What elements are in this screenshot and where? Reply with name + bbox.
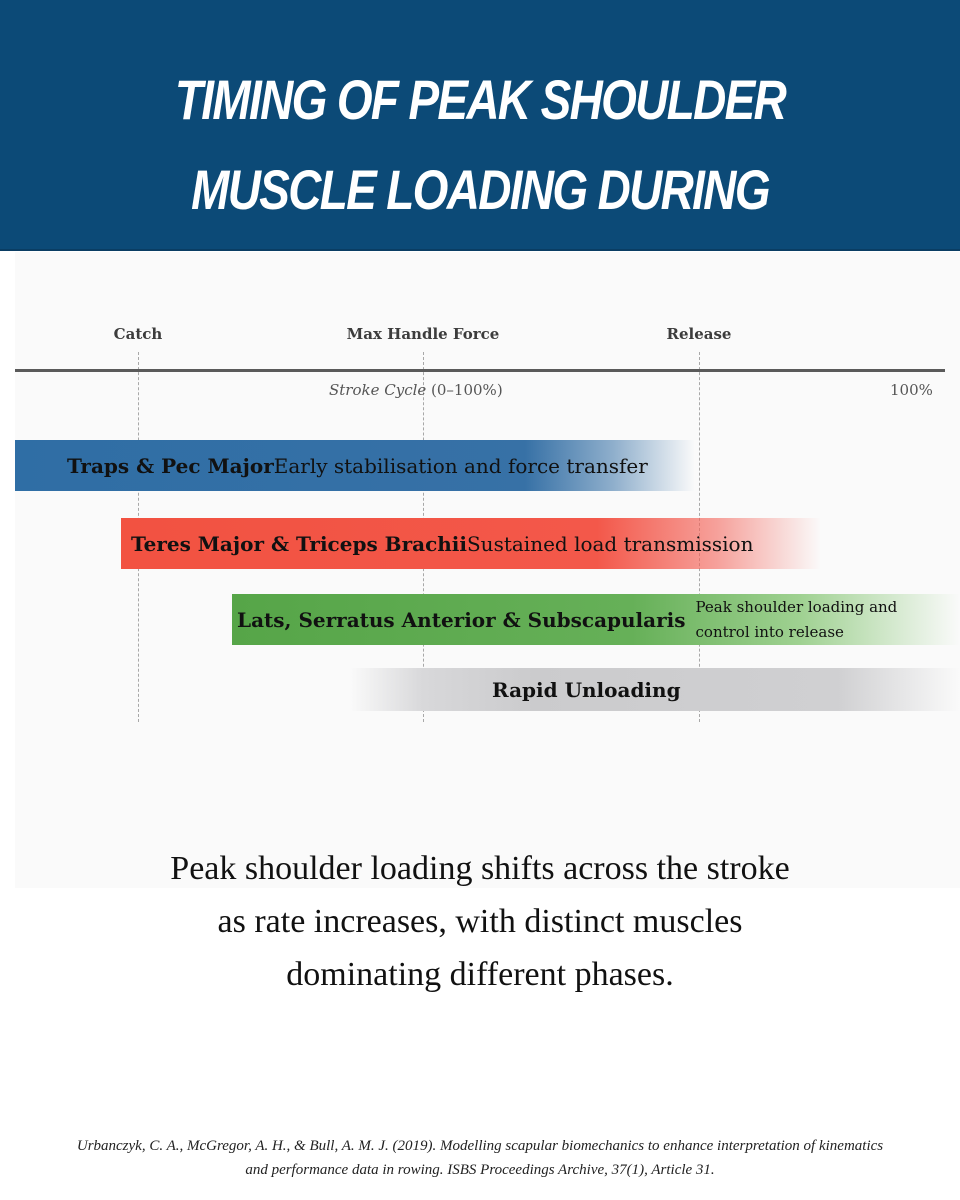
takeaway-line-2: as rate increases, with distinct muscles: [217, 903, 743, 940]
bar-muscles-label: Traps & Pec Major: [67, 453, 274, 478]
marker-label-catch: Catch: [113, 325, 163, 343]
title-line-1: TIMING OF PEAK SHOULDER MUSCLE LOADING DURING: [174, 68, 786, 221]
marker-label-release: Release: [666, 325, 732, 343]
takeaway-text: [0, 842, 960, 1001]
bar-muscles-label: Lats, Serratus Anterior & Subscapularis: [237, 607, 686, 632]
bar-description: Sustained load transmission: [466, 531, 754, 556]
bar-muscles-label: Teres Major & Triceps Brachii: [131, 531, 467, 556]
stroke-cycle-axis: [15, 369, 945, 372]
marker-label-max-handle-force: Max Handle Force: [346, 325, 500, 343]
citation-line-2: and performance data in rowing. ISBS Proceedings Archive, 37(1), Article 31.: [245, 1162, 715, 1178]
timeline-panel: [15, 252, 960, 888]
bar-teres-major-triceps: [121, 518, 821, 569]
axis-label: [329, 381, 503, 399]
citation-line-1: Urbanczyk, C. A., McGregor, A. H., & Bull, A. M. J. (2019). Modelling scapular biomechanics to enhance interpretation of kinematics: [76, 1138, 884, 1154]
citation: [0, 1134, 960, 1182]
axis-label-italic: Stroke Cycle: [329, 381, 427, 399]
bar-muscles-label: Rapid Unloading: [492, 677, 681, 702]
axis-label-range: (0–100%): [426, 381, 503, 399]
bar-description: Early stabilisation and force transfer: [273, 453, 648, 478]
bar-description: Peak shoulder loading and control into release: [695, 597, 898, 641]
header-banner: [0, 0, 960, 251]
bar-lats-serratus-subscapularis: [232, 594, 960, 645]
takeaway-line-1: Peak shoulder loading shifts across the stroke: [170, 850, 790, 887]
axis-end-label: 100%: [890, 381, 933, 399]
bar-rapid-unloading: [350, 668, 960, 711]
takeaway-line-3: dominating different phases.: [286, 956, 674, 993]
bar-traps-pec-major: [15, 440, 695, 491]
